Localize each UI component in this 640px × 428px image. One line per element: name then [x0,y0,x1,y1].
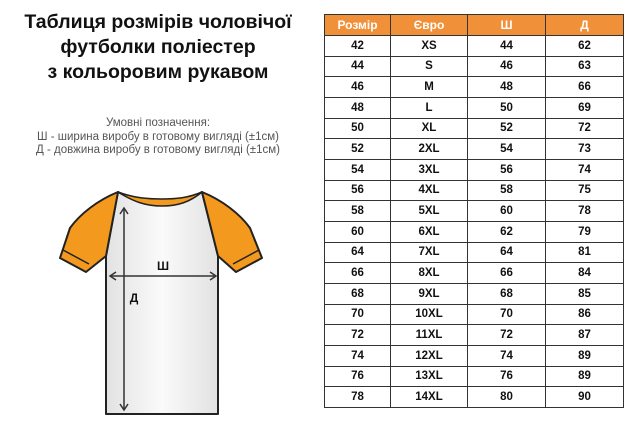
table-row [325,304,624,325]
cell-euro: L [391,97,468,118]
tshirt-diagram [58,178,278,418]
table-row [325,242,624,263]
table-row [325,56,624,77]
cell-size: 68 [325,283,391,304]
length-label: Д [129,291,139,305]
cell-euro: 7XL [391,242,468,263]
cell-euro: 14XL [391,387,468,408]
cell-size: 46 [325,77,391,98]
cell-length: 72 [546,118,624,139]
cell-euro: M [391,77,468,98]
cell-width: 58 [468,180,546,201]
cell-size: 42 [325,36,391,57]
table-row [325,345,624,366]
table-row [325,159,624,180]
cell-length: 62 [546,36,624,57]
cell-length: 89 [546,345,624,366]
size-table-body [325,36,624,408]
cell-width: 54 [468,139,546,160]
cell-size: 54 [325,159,391,180]
table-row [325,97,624,118]
cell-length: 78 [546,201,624,222]
cell-length: 79 [546,221,624,242]
cell-euro: 3XL [391,159,468,180]
cell-size: 78 [325,387,391,408]
table-row [325,366,624,387]
cell-euro: 12XL [391,345,468,366]
cell-width: 70 [468,304,546,325]
cell-length: 86 [546,304,624,325]
size-table [324,14,624,408]
cell-width: 64 [468,242,546,263]
cell-euro: 13XL [391,366,468,387]
cell-length: 74 [546,159,624,180]
cell-size: 70 [325,304,391,325]
page-title [8,10,308,85]
table-row [325,283,624,304]
cell-size: 76 [325,366,391,387]
table-row [325,263,624,284]
cell-width: 74 [468,345,546,366]
cell-euro: 10XL [391,304,468,325]
cell-size: 72 [325,325,391,346]
cell-size: 50 [325,118,391,139]
cell-size: 48 [325,97,391,118]
table-row [325,201,624,222]
table-row [325,77,624,98]
cell-size: 56 [325,180,391,201]
shirt-body [106,192,218,414]
table-row [325,36,624,57]
table-row [325,180,624,201]
cell-width: 52 [468,118,546,139]
cell-width: 46 [468,56,546,77]
cell-euro: 2XL [391,139,468,160]
cell-width: 56 [468,159,546,180]
cell-width: 80 [468,387,546,408]
legend-width-note: Ш - ширина виробу в готовому вигляді (±1см) [37,130,279,143]
table-header-row [325,15,624,36]
cell-width: 66 [468,263,546,284]
cell-euro: 11XL [391,325,468,346]
cell-euro: 4XL [391,180,468,201]
width-label: Ш [156,259,170,273]
cell-euro: S [391,56,468,77]
cell-length: 81 [546,242,624,263]
header-width: Ш [468,15,546,36]
cell-length: 89 [546,366,624,387]
cell-width: 48 [468,77,546,98]
cell-size: 58 [325,201,391,222]
cell-euro: 6XL [391,221,468,242]
cell-euro: 8XL [391,263,468,284]
table-row [325,139,624,160]
cell-width: 50 [468,97,546,118]
legend-length-note: Д - довжина виробу в готовому вигляді (±1см) [36,144,280,156]
table-row [325,221,624,242]
table-row [325,387,624,408]
cell-size: 44 [325,56,391,77]
cell-length: 90 [546,387,624,408]
cell-length: 84 [546,263,624,284]
cell-size: 60 [325,221,391,242]
table-row [325,325,624,346]
cell-size: 64 [325,242,391,263]
header-length: Д [546,15,624,36]
cell-length: 87 [546,325,624,346]
cell-width: 72 [468,325,546,346]
cell-length: 66 [546,77,624,98]
cell-length: 75 [546,180,624,201]
title-line-2: футболки поліестер [60,36,256,58]
cell-length: 69 [546,97,624,118]
legend-heading: Умовні позначення: [105,117,211,129]
cell-euro: XL [391,118,468,139]
cell-length: 73 [546,139,624,160]
cell-width: 44 [468,36,546,57]
cell-width: 76 [468,366,546,387]
cell-euro: XS [391,36,468,57]
legend [8,117,308,158]
cell-width: 68 [468,283,546,304]
cell-length: 63 [546,56,624,77]
table-row [325,118,624,139]
cell-length: 85 [546,283,624,304]
cell-euro: 5XL [391,201,468,222]
cell-size: 66 [325,263,391,284]
cell-width: 62 [468,221,546,242]
title-line-1: Таблиця розмірів чоловічої [24,11,292,33]
header-size: Розмір [325,15,391,36]
cell-size: 52 [325,139,391,160]
title-line-3: з кольоровим рукавом [47,61,269,83]
header-euro: Євро [391,15,468,36]
cell-euro: 9XL [391,283,468,304]
cell-size: 74 [325,345,391,366]
cell-width: 60 [468,201,546,222]
